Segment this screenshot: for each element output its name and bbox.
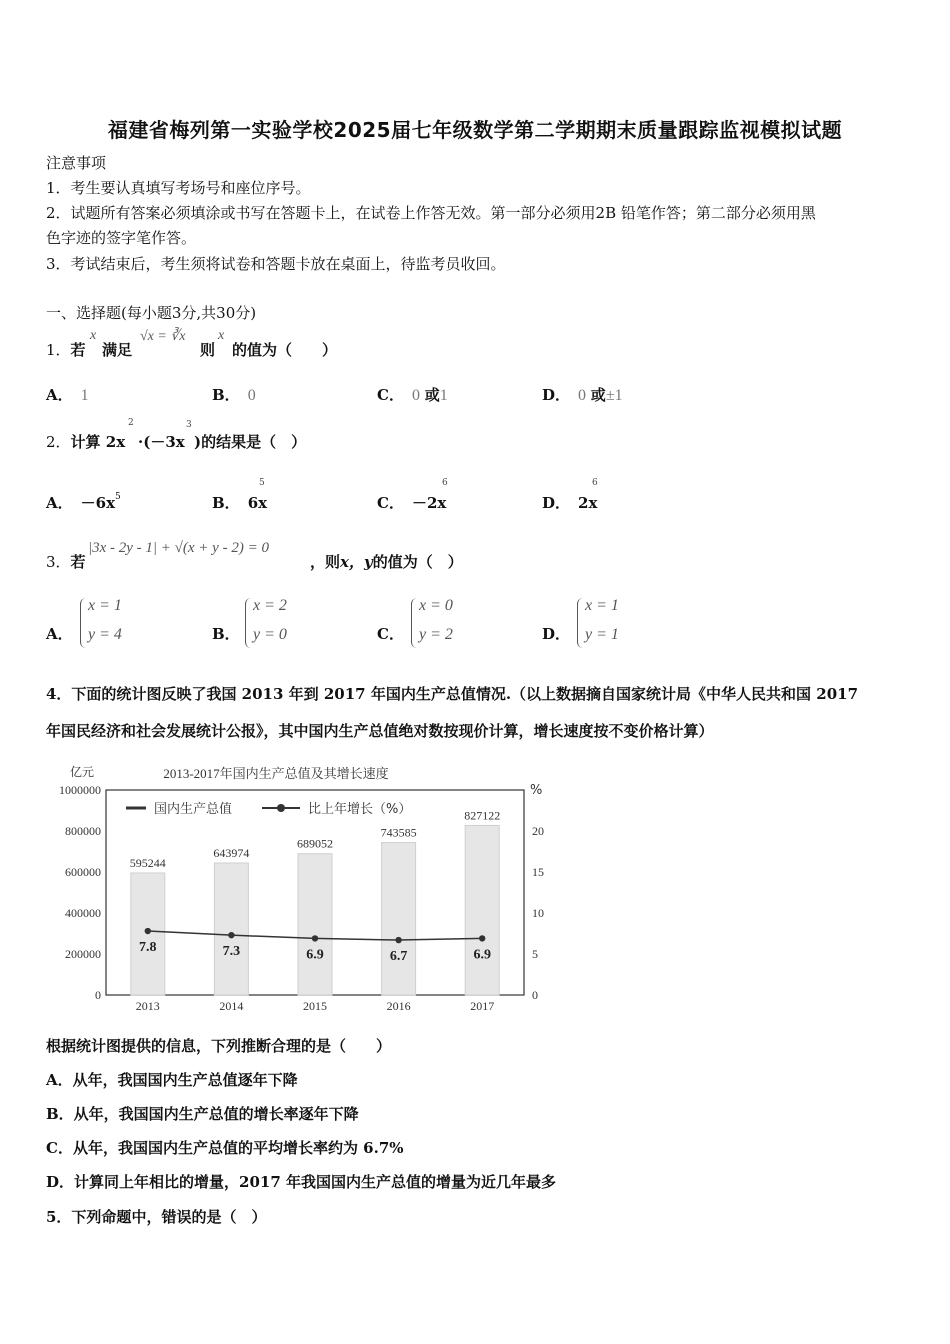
option-b[interactable]: B．	[212, 625, 240, 643]
option-c[interactable]: C．	[377, 625, 404, 643]
system-line: y = 2	[419, 626, 453, 643]
y-tick-label-left: 400000	[65, 906, 101, 920]
exponent: 6	[592, 478, 598, 488]
x-tick-label: 2016	[386, 999, 411, 1013]
legend-gdp: 国内生产总值	[154, 802, 233, 817]
chart-title: 2013-2017年国内生产总值及其增长速度	[163, 766, 389, 781]
x-tick-label: 2017	[470, 999, 495, 1013]
legend-line-marker	[277, 804, 285, 812]
x-tick-label: 2013	[135, 999, 160, 1013]
question-4-prompt: 根据统计图提供的信息，下列推断合理的是（ ）	[46, 1037, 392, 1055]
question-number: 2．	[46, 433, 71, 451]
x-tick-label: 2014	[219, 999, 244, 1013]
bar-2017	[465, 825, 499, 995]
y-axis-right-label: %	[530, 783, 543, 798]
growth-point	[145, 928, 151, 934]
q2-text: 计算 2x	[70, 433, 126, 451]
brace	[577, 598, 584, 648]
brace	[411, 598, 418, 648]
exponent: 5	[259, 478, 265, 488]
notice-item: 3．考试结束后，考生须将试卷和答题卡放在桌面上，待监考员收回。	[46, 255, 506, 273]
question-3	[46, 551, 86, 572]
bar-label: 689052	[297, 836, 333, 851]
option-b[interactable]: B． 0	[212, 386, 256, 404]
q2-text: ·(－3x	[138, 433, 185, 451]
option-c[interactable]: C． 0 或1	[377, 386, 448, 404]
system-line: x = 0	[419, 597, 453, 614]
legend	[126, 801, 411, 817]
growth-label: 6.7	[389, 949, 408, 965]
question-4: 4．下面的统计图反映了我国 2013 年到 2017 年国内生产总值情况.（以上数据摘自国家统计局《中华人民共和国 2017	[46, 685, 859, 703]
option-a[interactable]: A． 1	[46, 386, 89, 404]
option-d[interactable]: D．	[542, 625, 571, 643]
notice-item: 2．试题所有答案必须填涂或书写在答题卡上，在试卷上作答无效。第一部分必须用2B 铅笔作答；第二部分必须用黑	[46, 204, 816, 222]
option-a[interactable]: A． $-6x^5$	[46, 492, 121, 512]
system-line: x = 1	[88, 597, 122, 614]
exponent: 6	[442, 478, 448, 488]
growth-point	[479, 935, 485, 941]
y-tick-label-left: 800000	[65, 824, 101, 838]
notice-item: 色字迹的签字笔作答。	[46, 229, 197, 247]
growth-point	[312, 935, 318, 941]
q3-text: ，则x，y的值为（ ）	[310, 553, 463, 571]
y-tick-label-right: 5	[532, 947, 538, 961]
notice-heading: 注意事项	[46, 154, 107, 172]
question-5: 5．下列命题中，错误的是（ ）	[46, 1208, 267, 1226]
y-tick-label-left: 200000	[65, 947, 101, 961]
q2-text: )的结果是（ ）	[194, 433, 307, 451]
system-line: y = 0	[253, 626, 287, 643]
bar-label: 595244	[129, 855, 166, 870]
growth-label: 6.9	[306, 947, 324, 963]
bar-2015	[298, 854, 332, 995]
y-tick-label-right: 0	[532, 988, 538, 1002]
question-2	[46, 431, 125, 452]
q1-var: x	[218, 328, 225, 343]
q1-var: x	[90, 328, 97, 343]
system-line: y = 1	[585, 626, 619, 643]
option-d[interactable]: D． 2x	[542, 494, 598, 512]
y-axis-left-label: 亿元	[70, 765, 95, 779]
x-tick-label: 2015	[303, 999, 327, 1013]
option-d[interactable]: D．计算同上年相比的增量，2017 年我国国内生产总值的增量为近几年最多	[46, 1173, 556, 1191]
bar-2016	[382, 843, 416, 995]
q1-text: 满足	[102, 341, 133, 359]
notice-item: 1．考生要认真填写考场号和座位序号。	[46, 179, 311, 197]
q1-text: 则	[200, 341, 216, 359]
bar-label: 827122	[464, 808, 501, 823]
gdp-chart	[46, 760, 550, 1015]
system-line: x = 2	[253, 597, 287, 614]
y-tick-label-left: 600000	[65, 865, 101, 879]
option-a[interactable]: A．	[46, 625, 73, 643]
q3-text: 若	[70, 553, 86, 571]
growth-label: 7.3	[222, 944, 241, 960]
brace	[245, 598, 252, 648]
bar-label: 643974	[213, 845, 250, 860]
y-tick-label-left: 0	[95, 988, 101, 1002]
question-number: 3．	[46, 553, 71, 571]
question-1	[46, 339, 86, 360]
option-a[interactable]: A．从年，我国国内生产总值逐年下降	[46, 1071, 298, 1089]
exponent: 3	[186, 420, 192, 430]
question-4-cont: 年国民经济和社会发展统计公报》，其中国内生产总值绝对数按现价计算，增长速度按不变价格计算）	[46, 722, 714, 740]
y-tick-label-right: 15	[532, 865, 544, 879]
legend-growth: 比上年增长（%）	[308, 802, 412, 817]
option-b[interactable]: B． 6x	[212, 494, 268, 512]
option-c[interactable]: C．从年，我国国内生产总值的平均增长率约为 6.7%	[46, 1139, 404, 1157]
page-title: 福建省梅列第一实验学校2025届七年级数学第二学期期末质量跟踪监视模拟试题	[107, 118, 843, 142]
growth-point	[395, 937, 401, 943]
growth-label: 7.8	[139, 940, 157, 956]
exponent: 2	[128, 418, 134, 428]
bar-2014	[214, 863, 248, 995]
brace	[80, 598, 87, 648]
question-number: 1．	[46, 341, 71, 359]
option-d[interactable]: D． 0 或±1	[542, 386, 623, 404]
bar-label: 743585	[380, 825, 417, 840]
system-line: x = 1	[585, 597, 619, 614]
growth-point	[228, 932, 234, 938]
option-b[interactable]: B．从年，我国国内生产总值的增长率逐年下降	[46, 1105, 359, 1123]
option-c[interactable]: C． －2x	[377, 494, 447, 512]
q3-equation: |3x - 2y - 1| + √(x + y - 2) = 0	[88, 540, 269, 556]
q1-equation: √x = ∛x	[140, 329, 186, 344]
system-line: y = 4	[88, 626, 122, 643]
y-tick-label-right: 20	[532, 824, 544, 838]
q1-text: 的值为（ ）	[232, 341, 338, 359]
q1-text: 若	[70, 341, 86, 359]
y-tick-label-left: 1000000	[59, 783, 101, 797]
section-heading: 一、选择题(每小题3分,共30分)	[46, 304, 257, 322]
growth-label: 6.9	[473, 947, 491, 963]
y-tick-label-right: 10	[532, 906, 544, 920]
